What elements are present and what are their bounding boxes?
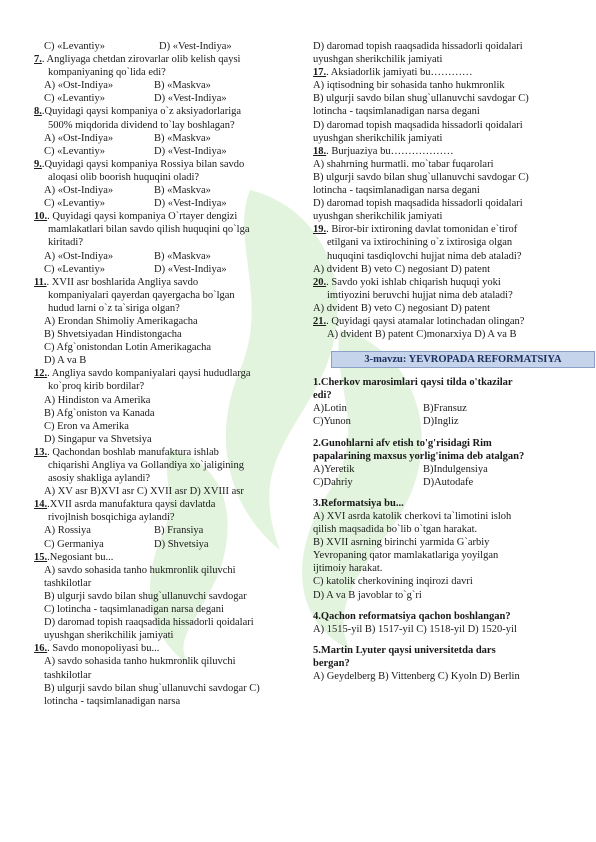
test-3-option-b-cont: Yevropaning qator mamlakatlariga yoyilgan: [313, 550, 499, 562]
question-17: 17.. Aksiadorlik jamiyati bu…………: [313, 67, 473, 79]
q12-option-c: C) Eron va Amerika: [44, 420, 129, 432]
question-19-cont2: huquqini tasdiqlovchi hujjat nima deb ataladi?: [327, 250, 522, 262]
q11-option-c: C) Afg`onistondan Lotin Amerikagacha: [44, 342, 212, 354]
test-5-question: 5.Martin Lyuter qaysi universitetda dars: [313, 644, 496, 656]
test-1-question: 1.Cherkov marosimlari qaysi tilda o'tkazilar: [313, 377, 513, 389]
left-column: [34, 40, 312, 708]
q17-option-a: A) iqtisodning bir sohasida tanho hukmronlik: [313, 80, 505, 92]
test-2-options-ab: A)Yeretik B)Indulgensiya: [313, 463, 488, 475]
test-5-options: A) Geydelberg B) Vittenberg C) Kyoln D) Berlin: [313, 671, 520, 683]
q20-options: A) dvident B) veto C) negosiant D) patent: [313, 302, 491, 314]
question-12-cont: ko`proq kirib bordilar?: [48, 381, 145, 393]
q15-option-a: A) savdo sohasida tanho hukmronlik qiluvchi: [44, 564, 236, 576]
q18-option-d-cont: uyushgan sherikchilik jamiyati: [313, 211, 443, 223]
test-1-options-ab: A)Lotin B)Fransuz: [313, 403, 467, 415]
test-2-options-cd: C)Dahriy D)Autodafe: [313, 476, 474, 488]
q7-options-cd: C) «Levantiy» D) «Vest-Indiya»: [44, 93, 227, 105]
question-21: 21.. Quyidagi qaysi atamalar lotinchadan olingan?: [313, 315, 525, 327]
question-10-cont: mamlakatlari bilan savdo qilish huquqini qo`lga: [48, 224, 250, 236]
question-19: 19.. Biror-bir ixtironing davlat tomonidan e`tirof: [313, 224, 518, 236]
section-title: 3-mavzu: YEVROPADA REFORMATSIYA: [331, 351, 595, 368]
q10-options-ab: A) «Ost-Indiya» B) «Maskva»: [44, 250, 211, 262]
q15-option-b: B) ulgurji savdo bilan shug`ullanuvchi savdogar: [44, 590, 247, 602]
question-9-cont: aloqasi olib boorish huquqini oladi?: [48, 171, 200, 183]
test-1-options-cd: C)Yunon D)Ingliz: [313, 416, 459, 428]
q17-option-b: B) ulgurji savdo bilan shug`ullanuvchi savdogar C): [313, 93, 529, 105]
q17-option-d-cont: uyushgan sherikchilik jamiyati: [313, 132, 443, 144]
test-1-question-cont: edi?: [313, 390, 332, 402]
test-4-question: 4.Qachon reformatsiya qachon boshlangan?: [313, 610, 511, 622]
question-11-cont: kompaniyalari qayerdan qayergacha bo`lgan: [48, 289, 235, 301]
question-8: 8..Quyidagi qaysi kompaniya o`z aksiyadorlariga: [34, 106, 242, 118]
question-19-cont: etilgani va ixtirochining o`z ixtirosiga olgan: [327, 237, 513, 249]
q16-option-a-cont: tashkilotlar: [44, 669, 92, 681]
question-10: 10.. Quyidagi qaysi kompaniya O`rtayer dengizi: [34, 211, 238, 223]
question-18: 18.. Burjuaziya bu………………: [313, 145, 454, 157]
test-3-option-b: B) XVII asrning birinchi yarmida G`arbiy: [313, 537, 490, 549]
q19-options: A) dvident B) veto C) negosiant D) patent: [313, 263, 491, 275]
test-3-option-d: D) A va B javoblar to`g`ri: [313, 589, 422, 601]
question-13-cont2: asosiy shakliga aylandi?: [48, 473, 151, 485]
q15-option-a-cont: tashkilotlar: [44, 577, 92, 589]
q13-options: A) XV asr B)XVI asr C) XVII asr D) XVIII asr: [44, 486, 244, 498]
question-16: 16.. Savdo monopoliyasi bu...: [34, 643, 160, 655]
question-7-cont: kompaniyaning qo`lida edi?: [48, 67, 166, 79]
q9-options-cd: C) «Levantiy» D) «Vest-Indiya»: [44, 198, 227, 210]
test-3-option-a-cont: qilish maqsadida bo`lib o`tgan harakat.: [313, 524, 478, 536]
q14-options-ab: A) Rossiya B) Fransiya: [44, 525, 204, 537]
test-3-option-c: C) katolik cherkovining inqirozi davri: [313, 576, 473, 588]
q11-option-b: B) Shvetsiyadan Hindistongacha: [44, 329, 182, 341]
question-15: 15..Negosiant bu...: [34, 551, 114, 563]
q7-options-ab: A) «Ost-Indiya» B) «Maskva»: [44, 80, 211, 92]
q17-option-d: D) daromad topish maqsadida hissadorli qoidalari: [313, 119, 523, 131]
test-3-option-b-cont2: ijtimoiy harakat.: [313, 563, 383, 575]
q15-option-c: C) lotincha - taqsimlanadigan narsa degani: [44, 604, 224, 616]
test-5-question-cont: bergan?: [313, 657, 350, 669]
question-7: 7.. Angliyaga chetdan zirovarlar olib kelish qaysi: [34, 54, 241, 66]
question-20-cont: imtiyozini beruvchi hujjat nima deb ataladi?: [327, 289, 513, 301]
q16-option-d: D) daromad topish raaqsadida hissadorli qoidalari: [313, 41, 523, 52]
q11-option-d: D) A va B: [44, 355, 87, 367]
q15-option-d: D) daromad topish raaqsadida hissadorli qoidalari: [44, 617, 254, 629]
question-14-cont: rivojlnish bosqichiga aylandi?: [48, 512, 175, 524]
q18-option-d: D) daromad topish maqsadida hissadorli qoidalari: [313, 198, 523, 210]
q16-option-d-cont: uyushgan sherikchilik jamiyati: [313, 54, 443, 66]
q12-option-d: D) Singapur va Shvetsiya: [44, 433, 152, 445]
q15-option-d-cont: uyushgan sherikchilik jamiyati: [44, 630, 174, 642]
q16-option-a: A) savdo sohasida tanho hukmronlik qiluvchi: [44, 656, 236, 668]
right-column: [313, 40, 591, 683]
q18-option-c: lotincha - taqsimlanadigan narsa degani: [313, 185, 480, 197]
q6-options-cd: [34, 40, 312, 53]
option-c: C) «Levantiy»: [44, 41, 105, 52]
question-20: 20.. Savdo yoki ishlab chiqarish huquqi yoki: [313, 276, 501, 288]
test-4-options: A) 1515-yil B) 1517-yil C) 1518-yil D) 1520-yil: [313, 623, 517, 635]
question-8-cont: 500% miqdorida dividend to`lay boshlagan?: [48, 119, 235, 131]
q18-option-a: A) shahrning hurmatli. mo`tabar fuqarolari: [313, 158, 494, 170]
q8-options-ab: A) «Ost-Indiya» B) «Maskva»: [44, 132, 211, 144]
q12-option-a: A) Hindiston va Amerika: [44, 394, 151, 406]
q16-option-c: lotincha - taqsimlanadigan narsa: [44, 695, 181, 707]
q11-option-a: A) Erondan Shimoliy Amerikagacha: [44, 315, 198, 327]
q14-options-cd: C) Germaniya D) Shvetsiya: [44, 538, 209, 550]
test-2-question: 2.Gunohlarni afv etish to'g'risidagi Rim: [313, 437, 492, 449]
q8-options-cd: C) «Levantiy» D) «Vest-Indiya»: [44, 145, 227, 157]
question-11: 11.. XVII asr boshlarida Angliya savdo: [34, 276, 199, 288]
question-10-cont2: kiritadi?: [48, 237, 83, 249]
question-11-cont2: hudud larni o`z ta`siriga olgan?: [48, 302, 180, 314]
question-12: 12.. Angliya savdo kompaniyalari qaysi hududlarga: [34, 368, 251, 380]
question-14: 14..XVII asrda manufaktura qaysi davlatda: [34, 499, 216, 511]
q21-options: A) dvident B) patent C)monarxiya D) A va B: [327, 329, 517, 341]
option-d: D) «Vest-Indiya»: [159, 41, 232, 52]
q10-options-cd: C) «Levantiy» D) «Vest-Indiya»: [44, 263, 227, 275]
q17-option-c: lotincha - taqsimlanadigan narsa degani: [313, 106, 480, 118]
question-9: 9..Quyidagi qaysi kompaniya Rossiya bilan savdo: [34, 158, 245, 170]
question-13: 13.. Qachondan boshlab manufaktura ishlab: [34, 446, 219, 458]
q18-option-b: B) ulgurji savdo bilan shug`ullanuvchi savdogar C): [313, 171, 529, 183]
q12-option-b: B) Afg`oniston va Kanada: [44, 407, 155, 419]
test-2-question-cont: papalarining maxsus yorlig'inima deb atalgan?: [313, 450, 525, 462]
test-3-question: 3.Reformatsiya bu...: [313, 497, 404, 509]
q16-option-b: B) ulgurji savdo bilan shug`ullanuvchi savdogar C): [44, 682, 260, 694]
question-13-cont: chiqarishi Angliya va Gollandiya xo`jaligining: [48, 460, 244, 471]
q9-options-ab: A) «Ost-Indiya» B) «Maskva»: [44, 185, 211, 197]
test-3-option-a: A) XVI asrda katolik cherkovi ta`limotini isloh: [313, 511, 512, 522]
